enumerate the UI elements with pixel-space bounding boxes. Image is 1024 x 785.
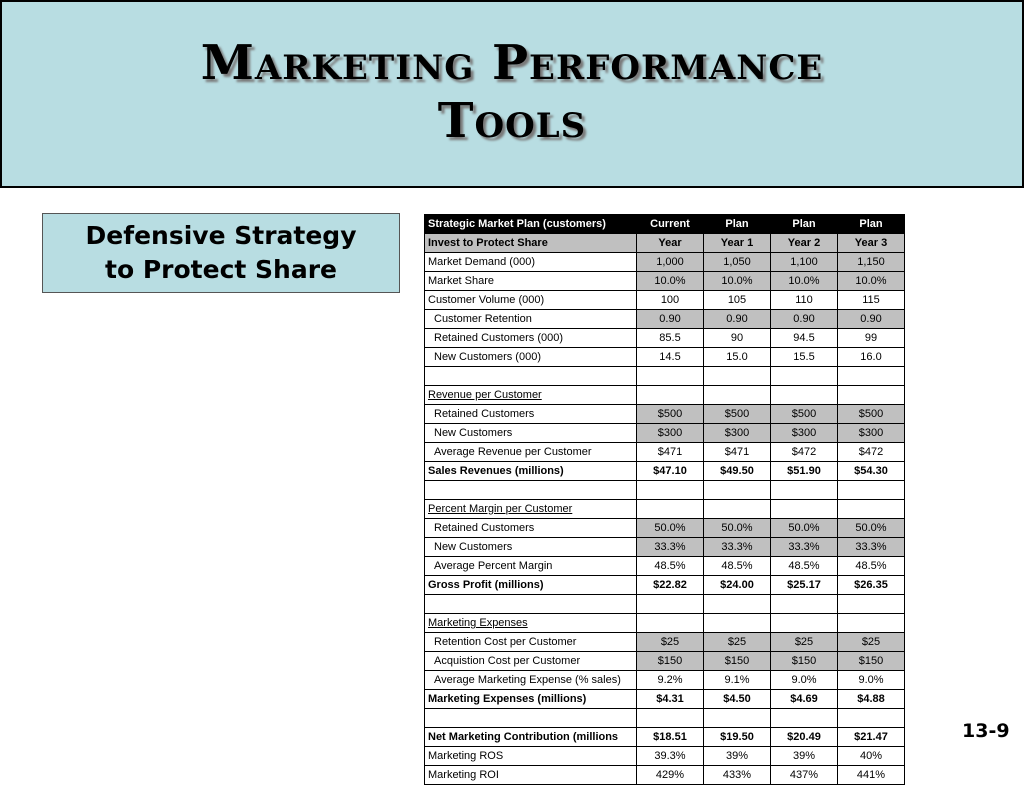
value-cell: Year 2 <box>771 234 838 253</box>
value-cell: 10.0% <box>637 272 704 291</box>
market-plan-table-container <box>424 214 904 781</box>
value-cell: 9.0% <box>838 671 905 690</box>
table-row <box>425 538 905 557</box>
value-cell <box>704 386 771 405</box>
value-cell: $25 <box>771 633 838 652</box>
value-cell: $4.31 <box>637 690 704 709</box>
value-cell: $51.90 <box>771 462 838 481</box>
value-cell: 9.1% <box>704 671 771 690</box>
value-cell <box>838 500 905 519</box>
value-cell <box>838 595 905 614</box>
value-cell: $20.49 <box>771 728 838 747</box>
value-cell: 99 <box>838 329 905 348</box>
value-cell: 437% <box>771 766 838 785</box>
value-cell <box>704 481 771 500</box>
value-cell: 1,100 <box>771 253 838 272</box>
row-label-cell: Market Share <box>425 272 637 291</box>
table-row <box>425 519 905 538</box>
table-row <box>425 671 905 690</box>
table-row <box>425 386 905 405</box>
value-cell: 10.0% <box>771 272 838 291</box>
value-cell: 105 <box>704 291 771 310</box>
row-label-cell: Net Marketing Contribution (millions <box>425 728 637 747</box>
row-label-cell <box>425 595 637 614</box>
row-label-cell: New Customers (000) <box>425 348 637 367</box>
value-cell: $500 <box>771 405 838 424</box>
value-cell <box>771 386 838 405</box>
value-cell: 50.0% <box>771 519 838 538</box>
value-cell: $54.30 <box>838 462 905 481</box>
value-cell: 100 <box>637 291 704 310</box>
value-cell: 433% <box>704 766 771 785</box>
value-cell: 1,150 <box>838 253 905 272</box>
row-label-cell: Marketing Expenses <box>425 614 637 633</box>
row-label-cell: Average Marketing Expense (% sales) <box>425 671 637 690</box>
value-cell: 39% <box>704 747 771 766</box>
value-cell: 0.90 <box>838 310 905 329</box>
market-plan-table <box>424 214 905 785</box>
value-cell: 39.3% <box>637 747 704 766</box>
value-cell: $4.69 <box>771 690 838 709</box>
value-cell: 48.5% <box>771 557 838 576</box>
table-row <box>425 367 905 386</box>
value-cell: 39% <box>771 747 838 766</box>
value-cell: $19.50 <box>704 728 771 747</box>
table-row <box>425 614 905 633</box>
table-header-cell: Plan <box>704 215 771 234</box>
value-cell: $21.47 <box>838 728 905 747</box>
row-label-cell: Sales Revenues (millions) <box>425 462 637 481</box>
table-row <box>425 690 905 709</box>
table-header-row <box>425 215 905 234</box>
value-cell: $18.51 <box>637 728 704 747</box>
strategy-callout-line-2: to Protect Share <box>105 255 337 284</box>
value-cell: 441% <box>838 766 905 785</box>
table-body <box>425 234 905 785</box>
value-cell: $25 <box>838 633 905 652</box>
row-label-cell: Percent Margin per Customer <box>425 500 637 519</box>
value-cell: 94.5 <box>771 329 838 348</box>
row-label-cell <box>425 481 637 500</box>
row-label-cell: Invest to Protect Share <box>425 234 637 253</box>
value-cell: 1,050 <box>704 253 771 272</box>
value-cell <box>704 595 771 614</box>
value-cell: 33.3% <box>704 538 771 557</box>
value-cell: 15.0 <box>704 348 771 367</box>
value-cell <box>637 367 704 386</box>
row-label-cell: Customer Volume (000) <box>425 291 637 310</box>
value-cell: 33.3% <box>838 538 905 557</box>
row-label-cell: Marketing ROS <box>425 747 637 766</box>
table-row <box>425 576 905 595</box>
value-cell: $150 <box>771 652 838 671</box>
table-row <box>425 766 905 785</box>
value-cell <box>704 614 771 633</box>
row-label-cell: Acquistion Cost per Customer <box>425 652 637 671</box>
strategy-callout-box <box>42 213 400 293</box>
value-cell: $500 <box>637 405 704 424</box>
value-cell: 10.0% <box>838 272 905 291</box>
value-cell: $500 <box>704 405 771 424</box>
table-row <box>425 310 905 329</box>
row-label-cell: Marketing Expenses (millions) <box>425 690 637 709</box>
row-label-cell: Retention Cost per Customer <box>425 633 637 652</box>
table-row <box>425 443 905 462</box>
value-cell: 40% <box>838 747 905 766</box>
row-label-cell: Marketing ROI <box>425 766 637 785</box>
value-cell: $26.35 <box>838 576 905 595</box>
table-row <box>425 747 905 766</box>
value-cell <box>637 500 704 519</box>
value-cell: 48.5% <box>838 557 905 576</box>
strategy-callout-line-1: Defensive Strategy <box>85 221 357 250</box>
table-row <box>425 405 905 424</box>
value-cell: $150 <box>704 652 771 671</box>
value-cell: $25 <box>704 633 771 652</box>
row-label-cell <box>425 709 637 728</box>
value-cell: $25 <box>637 633 704 652</box>
table-row <box>425 424 905 443</box>
value-cell: $22.82 <box>637 576 704 595</box>
value-cell: $500 <box>838 405 905 424</box>
value-cell: 115 <box>838 291 905 310</box>
value-cell: $471 <box>637 443 704 462</box>
value-cell <box>771 367 838 386</box>
value-cell: 50.0% <box>704 519 771 538</box>
row-label-cell: Retained Customers (000) <box>425 329 637 348</box>
table-row <box>425 652 905 671</box>
value-cell <box>771 481 838 500</box>
value-cell <box>771 614 838 633</box>
value-cell: 429% <box>637 766 704 785</box>
value-cell: 14.5 <box>637 348 704 367</box>
table-row <box>425 481 905 500</box>
value-cell: $300 <box>637 424 704 443</box>
value-cell <box>771 595 838 614</box>
table-row <box>425 462 905 481</box>
row-label-cell: Average Revenue per Customer <box>425 443 637 462</box>
table-row <box>425 595 905 614</box>
row-label-cell: Revenue per Customer <box>425 386 637 405</box>
value-cell: 48.5% <box>637 557 704 576</box>
value-cell: $472 <box>771 443 838 462</box>
value-cell: 10.0% <box>704 272 771 291</box>
table-row <box>425 709 905 728</box>
value-cell: 0.90 <box>704 310 771 329</box>
row-label-cell: Average Percent Margin <box>425 557 637 576</box>
value-cell: 9.2% <box>637 671 704 690</box>
table-row <box>425 633 905 652</box>
table-row <box>425 500 905 519</box>
value-cell: $150 <box>637 652 704 671</box>
table-row <box>425 234 905 253</box>
value-cell: 16.0 <box>838 348 905 367</box>
value-cell: 1,000 <box>637 253 704 272</box>
value-cell <box>637 709 704 728</box>
value-cell: $4.88 <box>838 690 905 709</box>
slide-title-line-1: Marketing Performance <box>200 35 824 91</box>
row-label-cell <box>425 367 637 386</box>
value-cell <box>838 709 905 728</box>
value-cell: 110 <box>771 291 838 310</box>
value-cell <box>838 614 905 633</box>
row-label-cell: New Customers <box>425 538 637 557</box>
value-cell <box>637 386 704 405</box>
table-row <box>425 728 905 747</box>
row-label-cell: Retained Customers <box>425 519 637 538</box>
table-header-cell: Plan <box>771 215 838 234</box>
value-cell: $300 <box>771 424 838 443</box>
row-label-cell: Gross Profit (millions) <box>425 576 637 595</box>
value-cell <box>838 481 905 500</box>
table-header-cell: Plan <box>838 215 905 234</box>
row-label-cell: Market Demand (000) <box>425 253 637 272</box>
value-cell <box>838 367 905 386</box>
value-cell: Year 1 <box>704 234 771 253</box>
value-cell: 50.0% <box>637 519 704 538</box>
value-cell: $25.17 <box>771 576 838 595</box>
table-header-cell: Strategic Market Plan (customers) <box>425 215 637 234</box>
value-cell: 50.0% <box>838 519 905 538</box>
value-cell: $471 <box>704 443 771 462</box>
table-row <box>425 348 905 367</box>
value-cell <box>637 595 704 614</box>
value-cell <box>771 709 838 728</box>
title-banner <box>0 0 1024 188</box>
table-row <box>425 272 905 291</box>
value-cell: Year <box>637 234 704 253</box>
table-header-cell: Current <box>637 215 704 234</box>
table-row <box>425 291 905 310</box>
value-cell <box>637 614 704 633</box>
row-label-cell: New Customers <box>425 424 637 443</box>
value-cell: $24.00 <box>704 576 771 595</box>
value-cell: $47.10 <box>637 462 704 481</box>
value-cell: Year 3 <box>838 234 905 253</box>
table-row <box>425 557 905 576</box>
value-cell: 9.0% <box>771 671 838 690</box>
value-cell: 0.90 <box>771 310 838 329</box>
value-cell <box>838 386 905 405</box>
value-cell: 33.3% <box>637 538 704 557</box>
value-cell: 85.5 <box>637 329 704 348</box>
value-cell <box>771 500 838 519</box>
value-cell <box>704 709 771 728</box>
value-cell: $300 <box>704 424 771 443</box>
value-cell <box>637 481 704 500</box>
value-cell: 48.5% <box>704 557 771 576</box>
slide-title-line-2: Tools <box>437 93 587 149</box>
row-label-cell: Retained Customers <box>425 405 637 424</box>
value-cell <box>704 500 771 519</box>
value-cell: 90 <box>704 329 771 348</box>
value-cell: 0.90 <box>637 310 704 329</box>
value-cell: $150 <box>838 652 905 671</box>
value-cell: $300 <box>838 424 905 443</box>
value-cell: 15.5 <box>771 348 838 367</box>
table-row <box>425 329 905 348</box>
row-label-cell: Customer Retention <box>425 310 637 329</box>
table-row <box>425 253 905 272</box>
value-cell: $4.50 <box>704 690 771 709</box>
value-cell: $472 <box>838 443 905 462</box>
value-cell: 33.3% <box>771 538 838 557</box>
slide-number: 13-9 <box>962 720 1010 742</box>
value-cell <box>704 367 771 386</box>
value-cell: $49.50 <box>704 462 771 481</box>
